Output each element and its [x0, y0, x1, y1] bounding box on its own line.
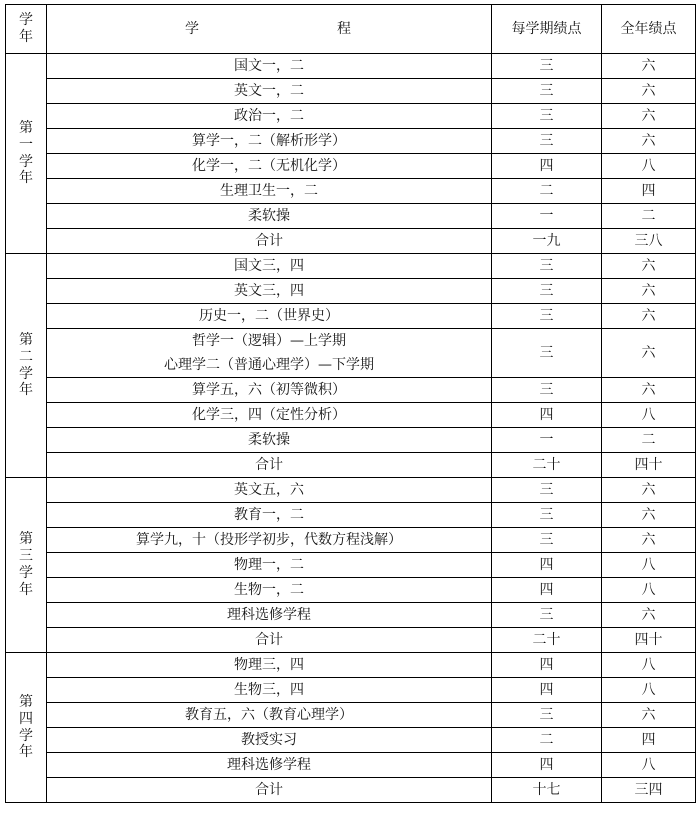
full-year-credit-cell: 六 — [602, 503, 696, 528]
table-row — [6, 503, 696, 528]
course-name-line: 教授实习 — [241, 732, 297, 748]
course-name-line: 英文三，四 — [234, 283, 304, 299]
table-row — [6, 603, 696, 628]
course-name-cell — [47, 104, 492, 129]
table-row — [6, 179, 696, 204]
per-term-credit-cell: 一九 — [492, 229, 602, 254]
table-row — [6, 578, 696, 603]
per-term-credit-cell: 三 — [492, 304, 602, 329]
course-name-cell — [47, 653, 492, 678]
per-term-credit-cell: 四 — [492, 653, 602, 678]
per-term-credit-cell: 二十 — [492, 628, 602, 653]
full-year-credit-cell: 八 — [602, 753, 696, 778]
per-term-credit-cell: 一 — [492, 428, 602, 453]
course-name-line: 生物三，四 — [234, 682, 304, 698]
course-name-line: 政治一，二 — [234, 108, 304, 124]
per-term-credit-cell: 三 — [492, 104, 602, 129]
table-row — [6, 229, 696, 254]
full-year-credit-cell: 六 — [602, 79, 696, 104]
full-year-credit-cell: 六 — [602, 478, 696, 503]
per-term-credit-cell: 三 — [492, 603, 602, 628]
full-year-credit-cell: 六 — [602, 304, 696, 329]
course-name-cell — [47, 703, 492, 728]
per-term-credit-cell: 二 — [492, 179, 602, 204]
year-label-char: 年 — [19, 581, 33, 598]
course-name-cell — [47, 154, 492, 179]
year-label-char: 年 — [19, 170, 33, 187]
table-row — [6, 703, 696, 728]
course-name-cell — [47, 603, 492, 628]
year-label-char: 第 — [19, 119, 33, 136]
course-name-line: 生理卫生一，二 — [220, 183, 318, 199]
year-label-char: 学 — [19, 727, 33, 744]
course-name-line: 化学一，二（无机化学） — [192, 158, 346, 174]
year-label-char: 学 — [19, 565, 33, 581]
full-year-credit-cell: 六 — [602, 279, 696, 304]
full-year-credit-cell: 八 — [602, 553, 696, 578]
course-name-line: 哲学一（逻辑）—上学期 — [192, 333, 346, 349]
table-row — [6, 678, 696, 703]
year-label-char: 三 — [19, 548, 33, 565]
per-term-credit-cell: 三 — [492, 129, 602, 154]
year-label-cell — [6, 653, 47, 803]
course-table-body — [6, 5, 696, 803]
course-name-cell — [47, 578, 492, 603]
course-name-line: 国文一，二 — [234, 58, 304, 74]
year-label-cell — [6, 478, 47, 653]
full-year-credit-cell: 四十 — [602, 453, 696, 478]
year-label-char: 第 — [19, 531, 33, 548]
full-year-credit-cell: 六 — [602, 104, 696, 129]
full-year-credit-cell: 四十 — [602, 628, 696, 653]
table-row — [6, 553, 696, 578]
course-name-cell — [47, 428, 492, 453]
course-name-cell — [47, 678, 492, 703]
full-year-credit-cell: 六 — [602, 703, 696, 728]
course-name-cell — [47, 279, 492, 304]
course-name-line: 算学一，二（解析形学） — [192, 133, 346, 149]
course-name-cell — [47, 628, 492, 653]
course-name-cell — [47, 453, 492, 478]
table-row — [6, 778, 696, 803]
table-row — [6, 104, 696, 129]
header-course-cell — [47, 5, 492, 54]
table-row — [6, 453, 696, 478]
course-name-line: 算学五，六（初等微积） — [192, 382, 346, 398]
table-row — [6, 478, 696, 503]
full-year-credit-cell: 二 — [602, 204, 696, 229]
header-year-cell — [6, 5, 47, 54]
year-label-char: 第 — [19, 331, 33, 348]
full-year-credit-cell: 八 — [602, 403, 696, 428]
course-name-line: 英文一，二 — [234, 83, 304, 99]
course-name-cell — [47, 478, 492, 503]
course-name-cell — [47, 229, 492, 254]
table-row — [6, 653, 696, 678]
course-name-cell — [47, 728, 492, 753]
course-name-cell — [47, 528, 492, 553]
course-name-cell — [47, 254, 492, 279]
per-term-credit-cell: 二十 — [492, 453, 602, 478]
per-term-credit-cell: 三 — [492, 378, 602, 403]
per-term-credit-cell: 三 — [492, 478, 602, 503]
year-label-char: 年 — [19, 744, 33, 761]
full-year-credit-cell: 六 — [602, 528, 696, 553]
per-term-credit-cell: 三 — [492, 703, 602, 728]
header-row — [6, 5, 696, 54]
course-name-line: 教育五，六（教育心理学） — [185, 707, 353, 723]
year-label-char: 一 — [19, 136, 33, 153]
header-year-char: 年 — [19, 29, 33, 45]
year-label-char: 学 — [19, 153, 33, 170]
course-name-line: 教育一，二 — [234, 507, 304, 523]
course-name-cell — [47, 129, 492, 154]
course-name-cell — [47, 304, 492, 329]
per-term-credit-cell: 三 — [492, 79, 602, 104]
course-name-line: 心理学二（普通心理学）—下学期 — [164, 357, 374, 373]
full-year-credit-cell: 二 — [602, 428, 696, 453]
course-name-cell — [47, 54, 492, 79]
table-row — [6, 378, 696, 403]
course-table — [5, 4, 696, 803]
course-name-line: 柔软操 — [248, 208, 290, 224]
full-year-credit-cell: 八 — [602, 653, 696, 678]
per-term-credit-cell: 三 — [492, 279, 602, 304]
per-term-credit-cell: 三 — [492, 254, 602, 279]
table-row — [6, 79, 696, 104]
course-name-line: 合计 — [255, 457, 283, 473]
header-full-year-cell: 全年绩点 — [602, 5, 696, 54]
per-term-credit-cell: 四 — [492, 553, 602, 578]
per-term-credit-cell: 三 — [492, 54, 602, 79]
full-year-credit-cell: 四 — [602, 728, 696, 753]
year-label-char: 二 — [19, 348, 33, 365]
table-row — [6, 304, 696, 329]
full-year-credit-cell: 六 — [602, 254, 696, 279]
course-name-line: 算学九，十（投形学初步，代数方程浅解） — [136, 532, 402, 548]
course-name-line: 合计 — [255, 233, 283, 249]
table-row — [6, 403, 696, 428]
table-row — [6, 204, 696, 229]
table-row — [6, 329, 696, 378]
table-row — [6, 728, 696, 753]
full-year-credit-cell: 八 — [602, 678, 696, 703]
full-year-credit-cell: 三八 — [602, 229, 696, 254]
table-row — [6, 279, 696, 304]
table-row — [6, 129, 696, 154]
table-row — [6, 753, 696, 778]
table-row — [6, 528, 696, 553]
full-year-credit-cell: 六 — [602, 129, 696, 154]
per-term-credit-cell: 三 — [492, 528, 602, 553]
full-year-credit-cell: 六 — [602, 603, 696, 628]
course-name-cell — [47, 403, 492, 428]
header-per-term-cell: 每学期绩点 — [492, 5, 602, 54]
course-name-cell — [47, 553, 492, 578]
full-year-credit-cell: 四 — [602, 179, 696, 204]
per-term-credit-cell: 四 — [492, 578, 602, 603]
course-name-line: 理科选修学程 — [227, 757, 311, 773]
full-year-credit-cell: 六 — [602, 54, 696, 79]
course-name-line: 历史一，二（世界史） — [199, 308, 339, 324]
course-name-cell — [47, 79, 492, 104]
table-row — [6, 628, 696, 653]
full-year-credit-cell: 八 — [602, 578, 696, 603]
per-term-credit-cell: 三 — [492, 329, 602, 378]
year-label-char: 第 — [19, 693, 33, 710]
course-name-line: 物理一，二 — [234, 557, 304, 573]
full-year-credit-cell: 六 — [602, 329, 696, 378]
table-row — [6, 428, 696, 453]
course-name-cell — [47, 179, 492, 204]
per-term-credit-cell: 十七 — [492, 778, 602, 803]
course-name-cell — [47, 778, 492, 803]
per-term-credit-cell: 四 — [492, 154, 602, 179]
course-name-line: 化学三，四（定性分析） — [192, 407, 346, 423]
course-name-line: 物理三，四 — [234, 657, 304, 673]
year-label-char: 学 — [19, 365, 33, 382]
per-term-credit-cell: 四 — [492, 753, 602, 778]
year-label-cell — [6, 54, 47, 254]
table-row — [6, 254, 696, 279]
header-course-char: 学 — [185, 20, 199, 37]
full-year-credit-cell: 三四 — [602, 778, 696, 803]
per-term-credit-cell: 四 — [492, 678, 602, 703]
course-name-line: 国文三，四 — [234, 258, 304, 274]
per-term-credit-cell: 二 — [492, 728, 602, 753]
table-row — [6, 154, 696, 179]
course-name-cell — [47, 378, 492, 403]
per-term-credit-cell: 一 — [492, 204, 602, 229]
per-term-credit-cell: 四 — [492, 403, 602, 428]
year-label-char: 四 — [19, 710, 33, 727]
course-name-line: 柔软操 — [248, 432, 290, 448]
course-name-line: 合计 — [255, 782, 283, 798]
full-year-credit-cell: 八 — [602, 154, 696, 179]
course-name-line: 合计 — [255, 632, 283, 648]
year-label-cell — [6, 254, 47, 478]
full-year-credit-cell: 六 — [602, 378, 696, 403]
course-name-line: 生物一，二 — [234, 582, 304, 598]
per-term-credit-cell: 三 — [492, 503, 602, 528]
course-name-line: 英文五，六 — [234, 482, 304, 498]
header-year-char: 学 — [19, 12, 33, 29]
course-name-cell — [47, 503, 492, 528]
table-row — [6, 54, 696, 79]
course-name-cell — [47, 329, 492, 378]
course-name-cell — [47, 753, 492, 778]
header-course-char: 程 — [337, 20, 351, 37]
year-label-char: 年 — [19, 382, 33, 399]
course-name-cell — [47, 204, 492, 229]
page — [5, 4, 696, 803]
course-name-line: 理科选修学程 — [227, 607, 311, 623]
